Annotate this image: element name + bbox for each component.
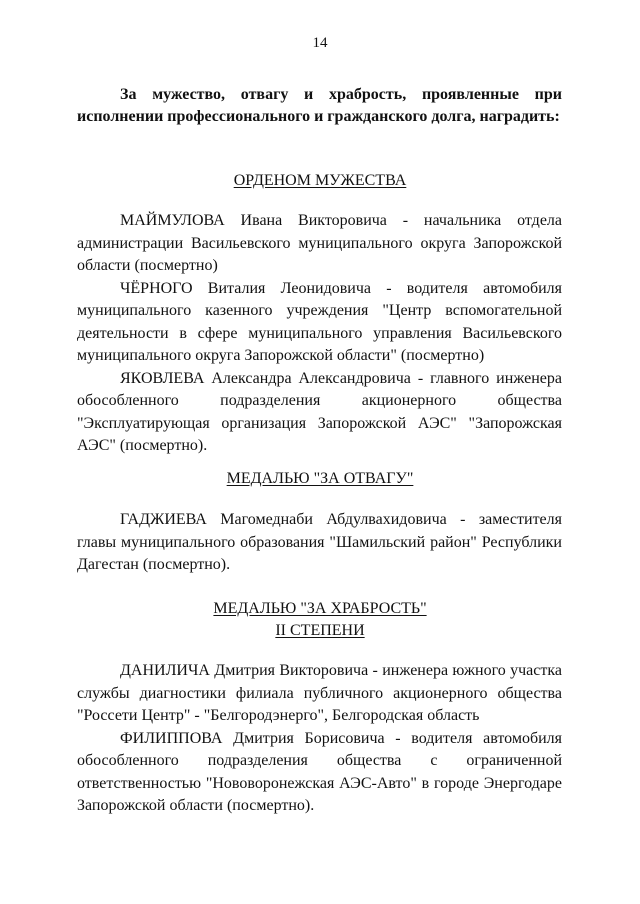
heading-line: II СТЕПЕНИ: [275, 622, 365, 639]
awardee-list-medal-for-bravery: [77, 660, 562, 818]
awardee-paragraph: ДАНИЛИЧА Дмитрия Викторовича - инженера южного участка службы диагностики филиала публичного акционерного общества "Россети Центр" - "Белгородэнерго", Белгородская область: [77, 662, 562, 724]
heading-line: ОРДЕНОМ МУЖЕСТВА: [233, 172, 407, 189]
awardee-paragraph: ГАДЖИЕВА Магомеднаби Абдулвахидовича - заместителя главы муниципального образования "Шамильский район" Республики Дагестан (посмертно).: [77, 511, 562, 573]
intro-text: мужество, отвагу и храбрость, проявленные при исполнении профессионального и гражданского долга, наградить:: [77, 86, 563, 125]
section-heading-medal-for-courage: [0, 468, 640, 490]
awardee-list-order-of-courage: [77, 210, 562, 458]
page-number: 14: [312, 35, 328, 51]
intro-paragraph: [77, 84, 562, 128]
section-heading-order-of-courage: [0, 170, 640, 192]
heading-line: МЕДАЛЬЮ "ЗА ХРАБРОСТЬ": [213, 600, 427, 617]
heading-line: МЕДАЛЬЮ "ЗА ОТВАГУ": [226, 470, 414, 487]
awardee-paragraph: ФИЛИППОВА Дмитрия Борисовича - водителя автомобиля обособленного подразделения общества с ограниченной ответственностью "Нововоронежская АЭС-Авто" в городе Энергодаре Запорожской области (посмертно).: [77, 729, 562, 814]
section-heading-degree: [0, 620, 640, 642]
awardee-list-medal-for-courage: [77, 509, 562, 577]
intro-first-word: За: [120, 86, 137, 103]
awardee-paragraph: ЯКОВЛЕВА Александра Александровича - главного инженера обособленного подразделения акционерного общества "Эксплуатирующая организация Запорожской АЭС" "Запорожская АЭС" (посмертно).: [77, 369, 562, 454]
awardee-paragraph: МАЙМУЛОВА Ивана Викторовича - начальника отдела администрации Васильевского муниципального округа Запорожской области (посмертно): [77, 212, 562, 274]
section-heading-medal-for-bravery: [0, 598, 640, 620]
awardee-paragraph: ЧЁРНОГО Виталия Леонидовича - водителя автомобиля муниципального казенного учреждения "Центр вспомогательной деятельности в сфере муниципального управления Васильевского муниципального округа Запорожской области" (посмертно): [77, 279, 562, 364]
